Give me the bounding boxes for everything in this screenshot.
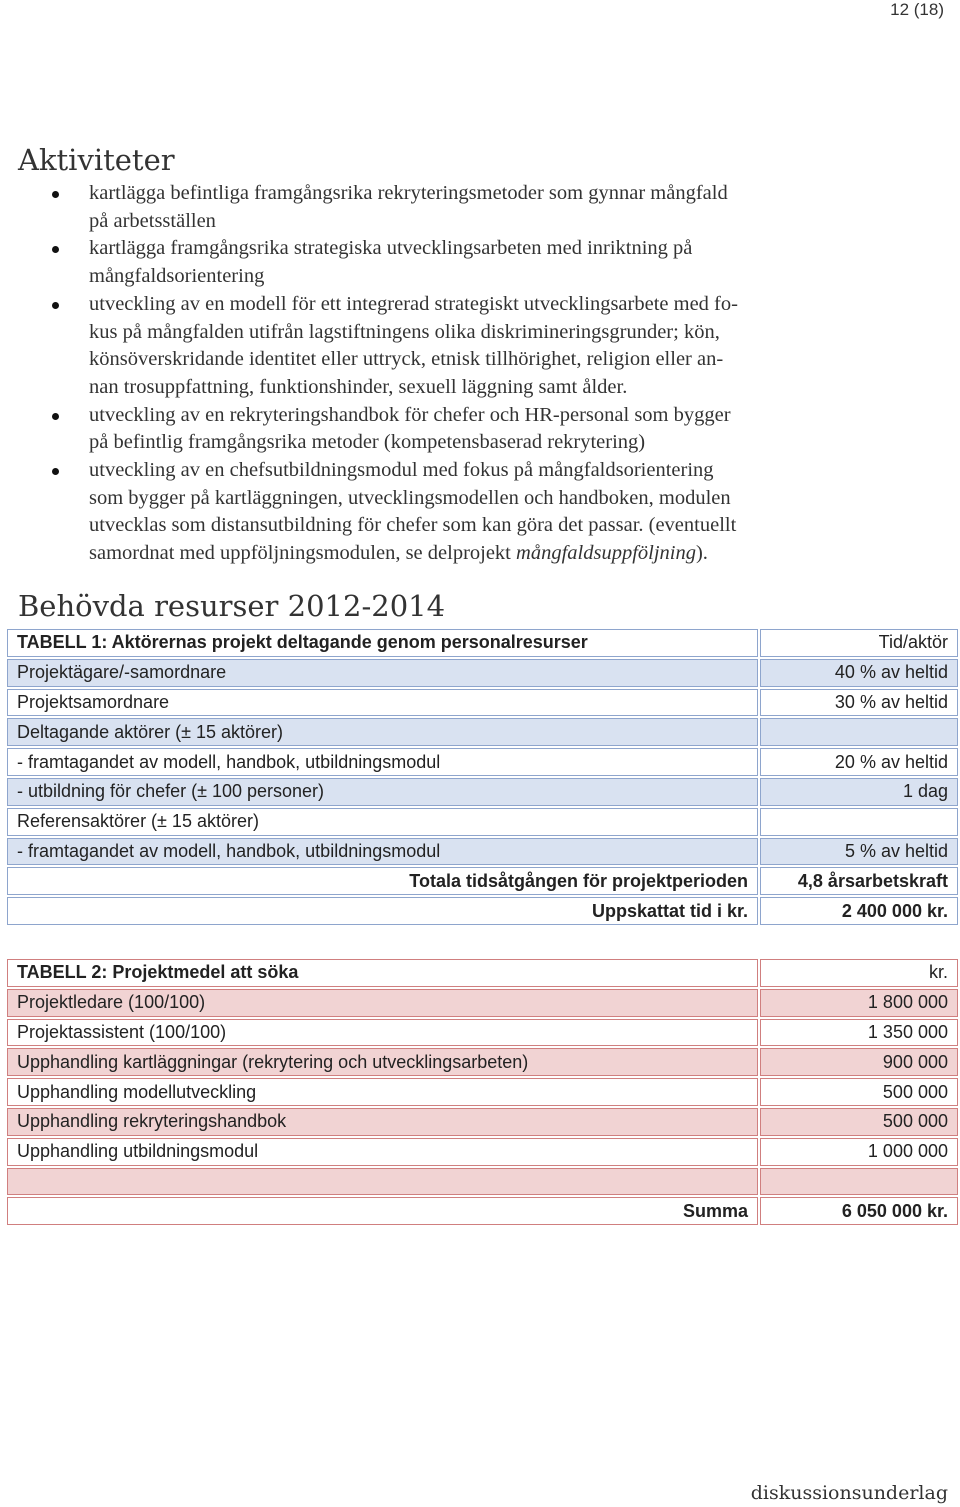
row-label: Upphandling modellutveckling (7, 1078, 758, 1106)
table-row (7, 1048, 958, 1076)
row-value: 1 000 000 (760, 1138, 958, 1166)
table-header-row (7, 959, 958, 987)
bullet-icon (52, 191, 59, 198)
row-label: Upphandling kartläggningar (rekrytering och utvecklingsarbeten) (7, 1048, 758, 1076)
total-value: 6 050 000 kr. (760, 1197, 958, 1225)
table-row (7, 689, 958, 717)
bullet-icon (52, 413, 59, 420)
total-label: Totala tidsåtgången för projektperioden (7, 867, 758, 895)
row-value: 1 350 000 (760, 1019, 958, 1047)
table-row (7, 748, 958, 776)
row-label: Projektsamordnare (7, 689, 758, 717)
table-row (7, 718, 958, 746)
row-label: - framtagandet av modell, handbok, utbildningsmodul (7, 838, 758, 866)
activity-item (52, 402, 852, 457)
row-value: 40 % av heltid (760, 659, 958, 687)
table-total-row (7, 897, 958, 925)
row-value: 500 000 (760, 1108, 958, 1136)
bullet-icon (52, 468, 59, 475)
footer-label: diskussionsunderlag (750, 1482, 948, 1504)
activity-item (52, 180, 852, 235)
row-label: Projektägare/-samordnare (7, 659, 758, 687)
table-row (7, 838, 958, 866)
activity-item-text: utveckling av en modell för ett integrerad strategiskt utvecklingsarbete med fo- kus på mångfalden utifrån lagstiftningens olika diskrimineringsgrunder; kön, könsöverskridande identitet eller uttryck, etnisk tillhörighet, religion eller an- nan trosuppfattning, funktionshinder, sexuell läggning samt ålder. (89, 292, 738, 398)
bullet-icon (52, 302, 59, 309)
activity-list (52, 180, 852, 568)
table-row (7, 808, 958, 836)
table-personnel-resources (5, 627, 960, 927)
table-row (7, 989, 958, 1017)
row-value: 30 % av heltid (760, 689, 958, 717)
row-label: Projektledare (100/100) (7, 989, 758, 1017)
bullet-icon (52, 246, 59, 253)
row-value (760, 718, 958, 746)
table-row (7, 659, 958, 687)
table-row (7, 1108, 958, 1136)
table-row (7, 1138, 958, 1166)
activity-item-text: utveckling av en chefsutbildningsmodul med fokus på mångfaldsorientering som bygger på kartläggningen, utvecklingsmodellen och handboken, modulen utvecklas som distansutbildning för chefer som kan göra det passar. (eventuellt samordnat med uppföljningsmodulen, se delprojekt mångfaldsuppföljning). (89, 459, 737, 565)
table-value-header: kr. (760, 959, 958, 987)
total-value: 4,8 årsarbetskraft (760, 867, 958, 895)
activity-item (52, 291, 852, 402)
table-row (7, 1168, 958, 1196)
total-value: 2 400 000 kr. (760, 897, 958, 925)
activity-item-text: utveckling av en rekryteringshandbok för chefer och HR-personal som bygger på befintlig framgångsrika metoder (kompetensbaserad rekrytering) (89, 403, 731, 454)
section-title-activities: Aktiviteter (18, 143, 175, 177)
activity-item (52, 235, 852, 290)
row-value (760, 1168, 958, 1196)
table-row (7, 1019, 958, 1047)
activity-item-text: kartlägga framgångsrika strategiska utvecklingsarbeten med inriktning på mångfaldsorientering (89, 237, 693, 288)
row-label: - utbildning för chefer (± 100 personer) (7, 778, 758, 806)
table-header-row (7, 629, 958, 657)
row-label: Projektassistent (100/100) (7, 1019, 758, 1047)
table-value-header: Tid/aktör (760, 629, 958, 657)
table-project-funds (5, 957, 960, 1227)
table-total-row (7, 1197, 958, 1225)
page-number: 12 (18) (890, 0, 944, 19)
row-value: 1 800 000 (760, 989, 958, 1017)
row-label (7, 1168, 758, 1196)
row-value: 20 % av heltid (760, 748, 958, 776)
row-value: 1 dag (760, 778, 958, 806)
total-label: Summa (7, 1197, 758, 1225)
table-title: TABELL 1: Aktörernas projekt deltagande genom personalresurser (7, 629, 758, 657)
activity-item (52, 457, 852, 568)
row-label: Deltagande aktörer (± 15 aktörer) (7, 718, 758, 746)
row-label: Upphandling utbildningsmodul (7, 1138, 758, 1166)
activity-item-text: kartlägga befintliga framgångsrika rekryteringsmetoder som gynnar mångfald på arbetsställen (89, 182, 728, 232)
row-value (760, 808, 958, 836)
section-title-resources: Behövda resurser 2012-2014 (18, 589, 446, 623)
total-label: Uppskattat tid i kr. (7, 897, 758, 925)
row-label: Upphandling rekryteringshandbok (7, 1108, 758, 1136)
row-label: Referensaktörer (± 15 aktörer) (7, 808, 758, 836)
table-title: TABELL 2: Projektmedel att söka (7, 959, 758, 987)
table-row (7, 1078, 958, 1106)
table-row (7, 778, 958, 806)
row-label: - framtagandet av modell, handbok, utbildningsmodul (7, 748, 758, 776)
row-value: 500 000 (760, 1078, 958, 1106)
row-value: 900 000 (760, 1048, 958, 1076)
row-value: 5 % av heltid (760, 838, 958, 866)
table-total-row (7, 867, 958, 895)
